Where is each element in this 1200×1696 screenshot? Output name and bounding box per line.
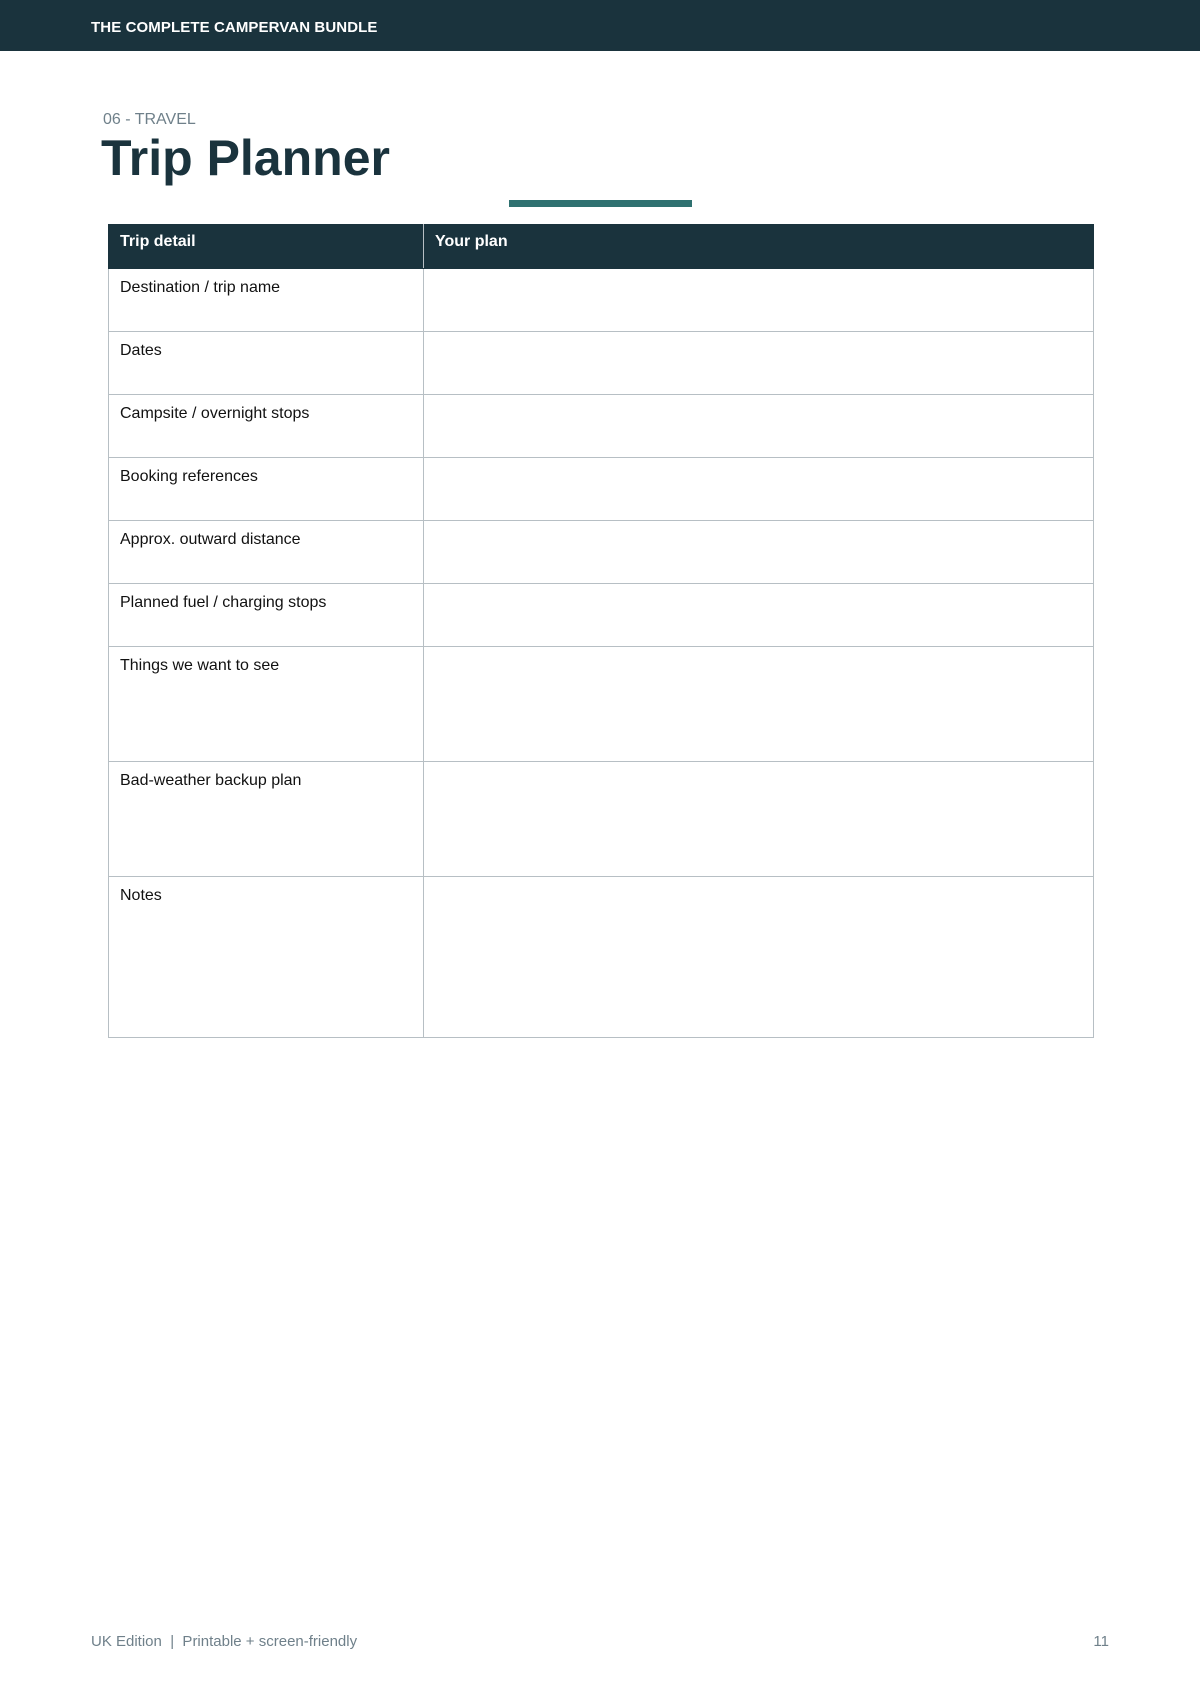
plan-field-backup-plan[interactable]: [424, 762, 1094, 877]
plan-field-booking-references[interactable]: [424, 458, 1094, 521]
plan-field-things-to-see[interactable]: [424, 647, 1094, 762]
plan-field-campsite[interactable]: [424, 395, 1094, 458]
plan-field-outward-distance[interactable]: [424, 521, 1094, 584]
table-row: [109, 332, 1094, 395]
plan-field-destination[interactable]: [424, 269, 1094, 332]
table-header-row: [109, 225, 1094, 269]
table-row: [109, 647, 1094, 762]
column-header-trip-detail: Trip detail: [109, 225, 424, 269]
table-row: [109, 458, 1094, 521]
table-row: [109, 762, 1094, 877]
row-label-destination: Destination / trip name: [109, 269, 424, 332]
table-row: [109, 395, 1094, 458]
page-title: Trip Planner: [101, 130, 390, 186]
section-label: 06 - TRAVEL: [103, 111, 196, 128]
plan-field-dates[interactable]: [424, 332, 1094, 395]
row-label-campsite: Campsite / overnight stops: [109, 395, 424, 458]
column-header-your-plan: Your plan: [424, 225, 1094, 269]
row-label-notes: Notes: [109, 877, 424, 1038]
row-label-things-to-see: Things we want to see: [109, 647, 424, 762]
page-number: 11: [1093, 1633, 1109, 1650]
row-label-booking-references: Booking references: [109, 458, 424, 521]
plan-field-notes[interactable]: [424, 877, 1094, 1038]
top-banner: [0, 0, 1200, 51]
row-label-dates: Dates: [109, 332, 424, 395]
footer-edition: UK Edition | Printable + screen-friendly: [91, 1633, 358, 1650]
table-row: [109, 877, 1094, 1038]
title-accent-rule: [509, 200, 692, 207]
row-label-outward-distance: Approx. outward distance: [109, 521, 424, 584]
plan-field-fuel-stops[interactable]: [424, 584, 1094, 647]
row-label-backup-plan: Bad-weather backup plan: [109, 762, 424, 877]
table-row: [109, 584, 1094, 647]
bundle-title: THE COMPLETE CAMPERVAN BUNDLE: [91, 19, 378, 36]
row-label-fuel-stops: Planned fuel / charging stops: [109, 584, 424, 647]
trip-planner-table: [108, 224, 1094, 1038]
table-row: [109, 521, 1094, 584]
table-row: [109, 269, 1094, 332]
